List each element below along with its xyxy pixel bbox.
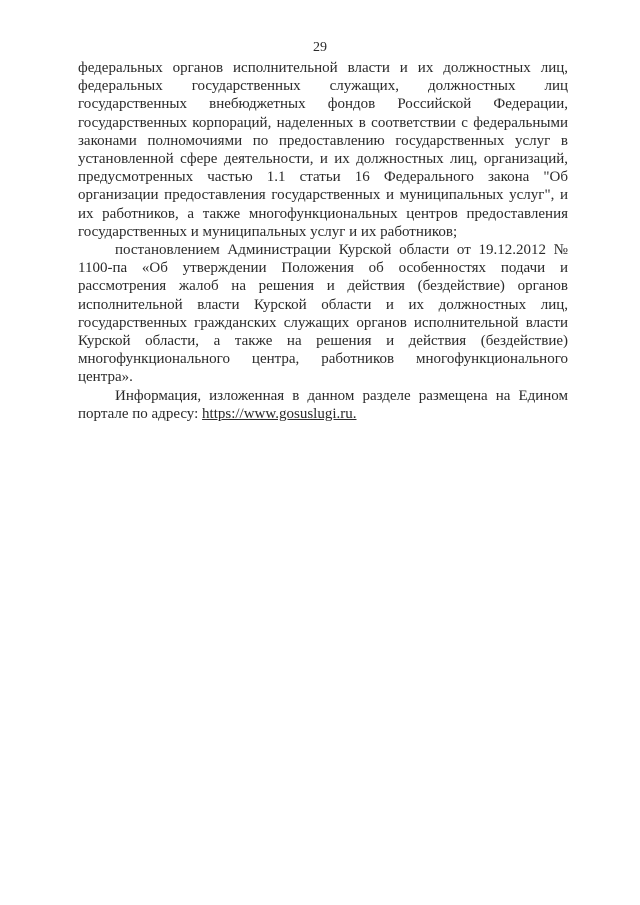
paragraph-federal-bodies: федеральных органов исполнительной власти и их должностных лиц, федеральных государственных служащих, должностных лиц государственных внебюджетных фондов Российской Федерации, государственных корпораций, наделенных в соответствии с федеральными законами полномочиями по предоставлению государственных услуг в установленной сфере деятельности, и их должностных лиц, организаций, предусмотренных частью 1.1 статьи 16 Федерального закона "Об организации предоставления государственных и муниципальных услуг", и их работников, а также многофункциональных центров предоставления государственных и муниципальных услуг и их работников;: [78, 60, 568, 240]
portal-info-text: Информация, изложенная в данном разделе размещена на Едином портале по адресу:: [78, 387, 568, 422]
paragraph-kursk-resolution: постановлением Администрации Курской области от 19.12.2012 № 1100-па «Об утверждении Положения об особенностях подачи и рассмотрения жалоб на решения и действия (бездействие) органов исполнительной власти Курской области и их должностных лиц, государственных гражданских служащих органов исполнительной власти Курской области, а также на решения и действия (бездействие) многофункционального центра, работников многофункционального центра».: [78, 242, 568, 386]
gosuslugi-link[interactable]: https://www.gosuslugi.ru.: [202, 405, 357, 422]
document-body: [78, 59, 568, 423]
page-number: 29: [313, 40, 327, 55]
paragraph-portal-info: [78, 387, 568, 423]
